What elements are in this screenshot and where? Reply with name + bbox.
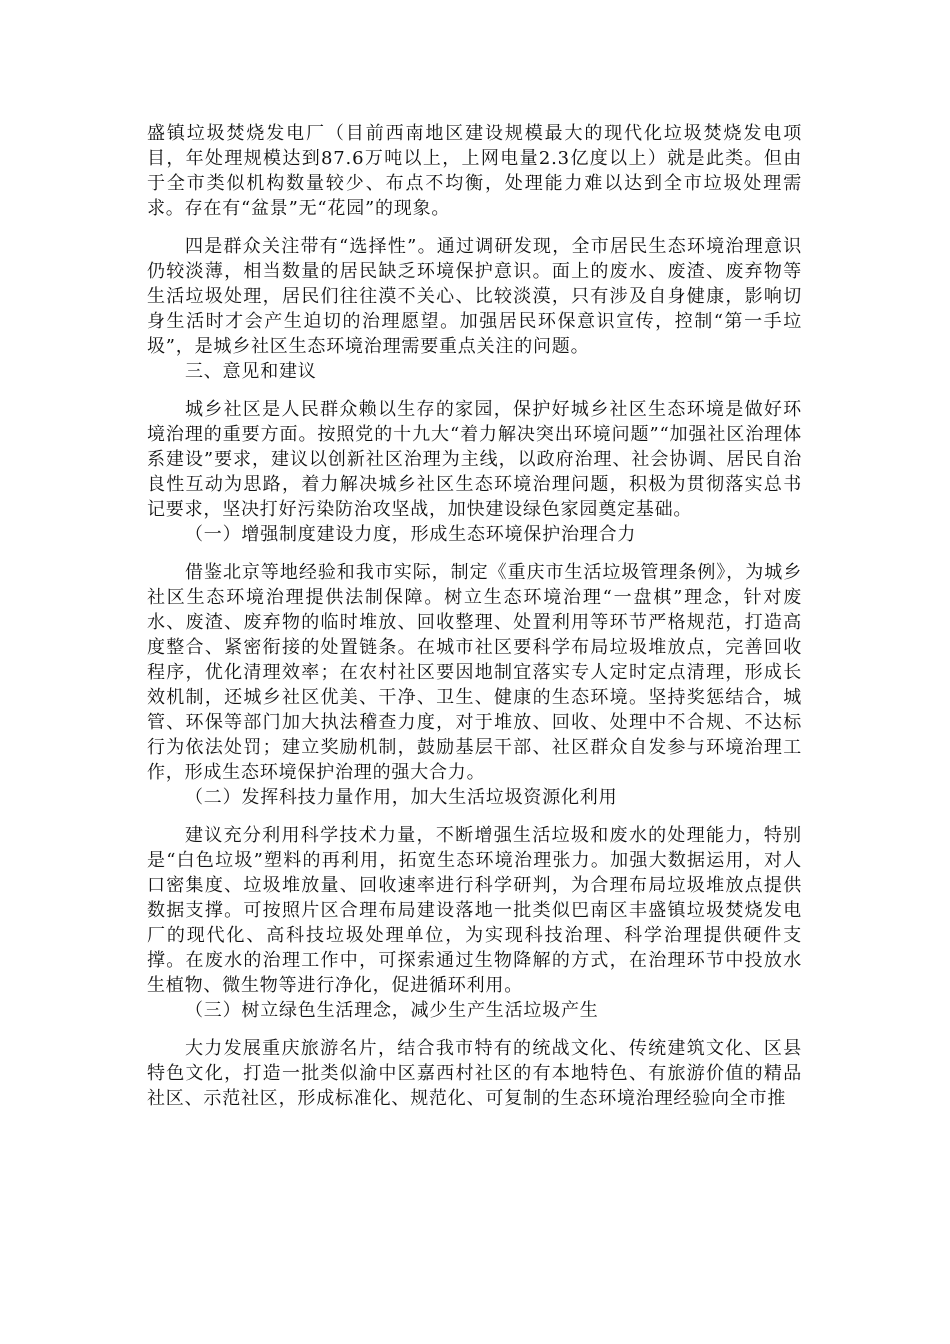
section-heading-suggestions: 三、意见和建议 (185, 361, 317, 382)
paragraph-continuation: 盛镇垃圾焚烧发电厂（目前西南地区建设规模最大的现代化垃圾焚烧发电项目，年处理规模达到87.6万吨以上，上网电量2.3亿度以上）就是此类。但由于全市类似机构数量较少、布点不均衡，处理能力难以达到全市垃圾处理需求。存在有“盆景”无“花园”的现象。 (147, 123, 802, 219)
subheading-green-living: （三）树立绿色生活理念，减少生产生活垃圾产生 (185, 1000, 599, 1021)
paragraph-green-living: 大力发展重庆旅游名片，结合我市特有的统战文化、传统建筑文化、区县特色文化，打造一批类似渝中区嘉西村社区的有本地特色、有旅游价值的精品社区、示范社区，形成标准化、规范化、可复制的生态环境治理经验向全市推 (147, 1038, 802, 1109)
subheading-technology: （二）发挥科技力量作用，加大生活垃圾资源化利用 (185, 787, 618, 808)
document-body (147, 121, 802, 1111)
paragraph-institution-building: 借鉴北京等地经验和我市实际，制定《重庆市生活垃圾管理条例》，为城乡社区生态环境治理提供法制保障。树立生态环境治理“一盘棋”理念，针对废水、废渣、废弃物的临时堆放、回收整理、处置利用等环节严格规范，打造高度整合、紧密衔接的处置链条。在城市社区要科学布局垃圾堆放点，完善回收程序，优化清理效率；在农村社区要因地制宜落实专人定时定点清理，形成长效机制，还城乡社区优美、干净、卫生、健康的生态环境。坚持奖惩结合，城管、环保等部门加大执法稽查力度，对于堆放、回收、处理中不合规、不达标行为依法处罚；建立奖励机制，鼓励基层干部、社区群众自发参与环境治理工作，形成生态环境保护治理的强大合力。 (147, 562, 802, 783)
paragraph-technology: 建议充分利用科学技术力量，不断增强生活垃圾和废水的处理能力，特别是“白色垃圾”塑料的再利用，拓宽生态环境治理张力。加强大数据运用，对人口密集度、垃圾堆放量、回收速率进行科学研判，为合理布局垃圾堆放点提供数据支撑。可按照片区合理布局建设落地一批类似巴南区丰盛镇垃圾焚烧发电厂的现代化、高科技垃圾处理单位，为实现科技治理、科学治理提供硬件支撑。在废水的治理工作中，可探索通过生物降解的方式，在治理环节中投放水生植物、微生物等进行净化，促进循环利用。 (147, 825, 802, 996)
subheading-institution-building: （一）增强制度建设力度，形成生态环境保护治理合力 (185, 524, 637, 545)
paragraph-suggestions-intro: 城乡社区是人民群众赖以生存的家园，保护好城乡社区生态环境是做好环境治理的重要方面。按照党的十九大“着力解决突出环境问题”“加强社区治理体系建设”要求，建议以创新社区治理为主线，以政府治理、社会协调、居民自治良性互动为思路，着力解决城乡社区生态环境治理问题，积极为贯彻落实总书记要求，坚决打好污染防治攻坚战，加快建设绿色家园奠定基础。 (147, 399, 802, 520)
paragraph-public-concern: 四是群众关注带有“选择性”。通过调研发现，全市居民生态环境治理意识仍较淡薄，相当数量的居民缺乏环境保护意识。面上的废水、废渣、废弃物等生活垃圾处理，居民们往往漠不关心、比较淡漠，只有涉及自身健康，影响切身生活时才会产生迫切的治理愿望。加强居民环保意识宣传，控制“第一手垃圾”，是城乡社区生态环境治理需要重点关注的问题。 (147, 236, 802, 357)
